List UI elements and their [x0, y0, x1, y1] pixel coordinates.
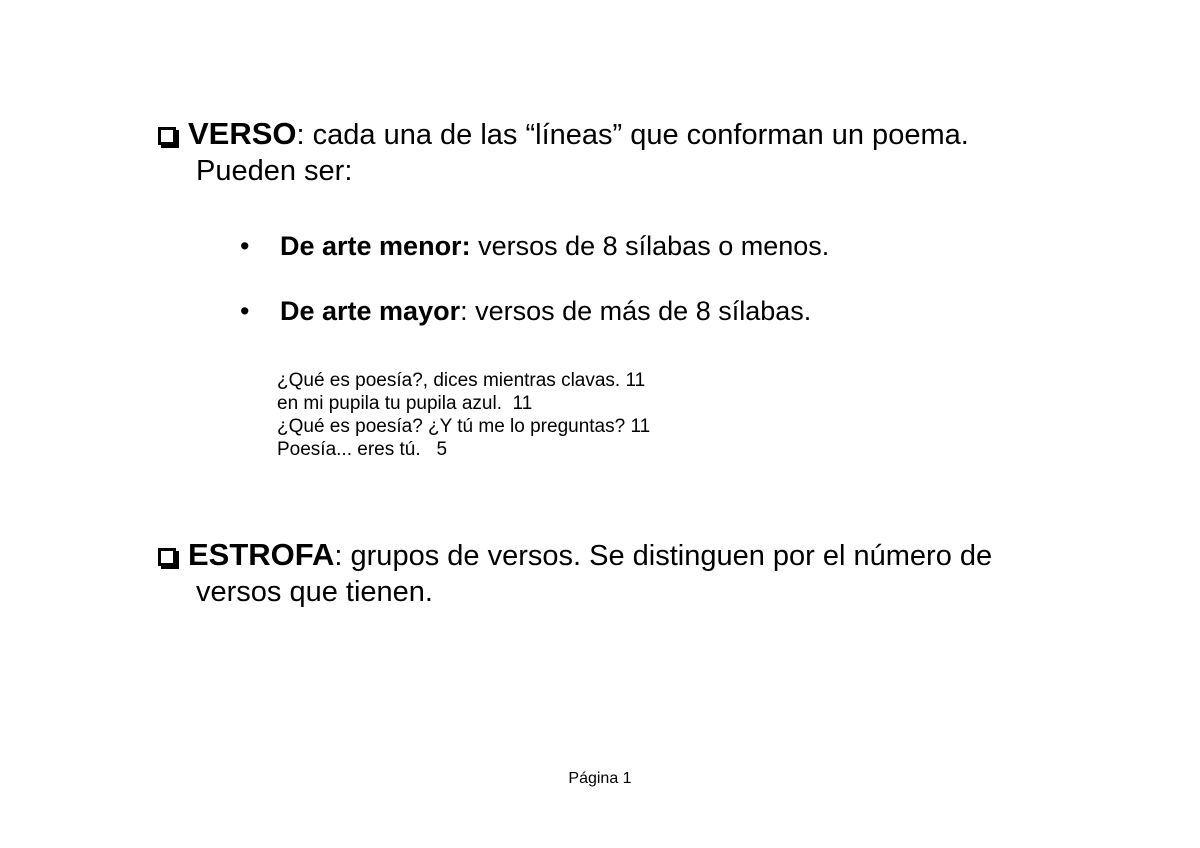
bullet-term: De arte menor:: [280, 231, 471, 261]
checkbox-icon: [158, 548, 176, 566]
estrofa-definition: grupos de versos. Se distinguen por el número de: [342, 540, 993, 572]
verso-definition: cada una de las “líneas” que conforman un poema.: [304, 119, 969, 151]
estrofa-colon: :: [334, 540, 343, 572]
verso-heading: [158, 116, 1058, 153]
bullet-icon: •: [240, 296, 250, 326]
verso-colon: :: [296, 119, 305, 151]
list-item: [240, 229, 1040, 263]
verso-section: [158, 116, 1058, 189]
verso-types-list: [240, 229, 1040, 328]
poem-line: Poesía... eres tú. 5: [277, 439, 448, 460]
page-number: Página 1: [568, 770, 632, 787]
estrofa-section: [158, 537, 1058, 610]
bullet-term: De arte mayor: [280, 296, 461, 326]
poem-line: ¿Qué es poesía?, dices mientras clavas. 11: [277, 370, 646, 391]
estrofa-continuation: versos que tienen.: [196, 576, 433, 608]
poem-line: ¿Qué es poesía? ¿Y tú me lo preguntas? 11: [277, 416, 651, 437]
estrofa-term: ESTROFA: [188, 537, 335, 572]
bullet-icon: •: [240, 231, 250, 261]
poem-example: [277, 369, 650, 461]
verso-term: VERSO: [188, 116, 297, 151]
checkbox-icon: [158, 127, 176, 145]
list-item: [240, 294, 1040, 328]
poem-line: en mi pupila tu pupila azul. 11: [277, 393, 533, 414]
verso-continuation: Pueden ser:: [196, 155, 353, 187]
estrofa-heading: [158, 537, 1058, 574]
bullet-text: versos de 8 sílabas o menos.: [470, 231, 830, 261]
bullet-text: : versos de más de 8 sílabas.: [460, 296, 812, 326]
